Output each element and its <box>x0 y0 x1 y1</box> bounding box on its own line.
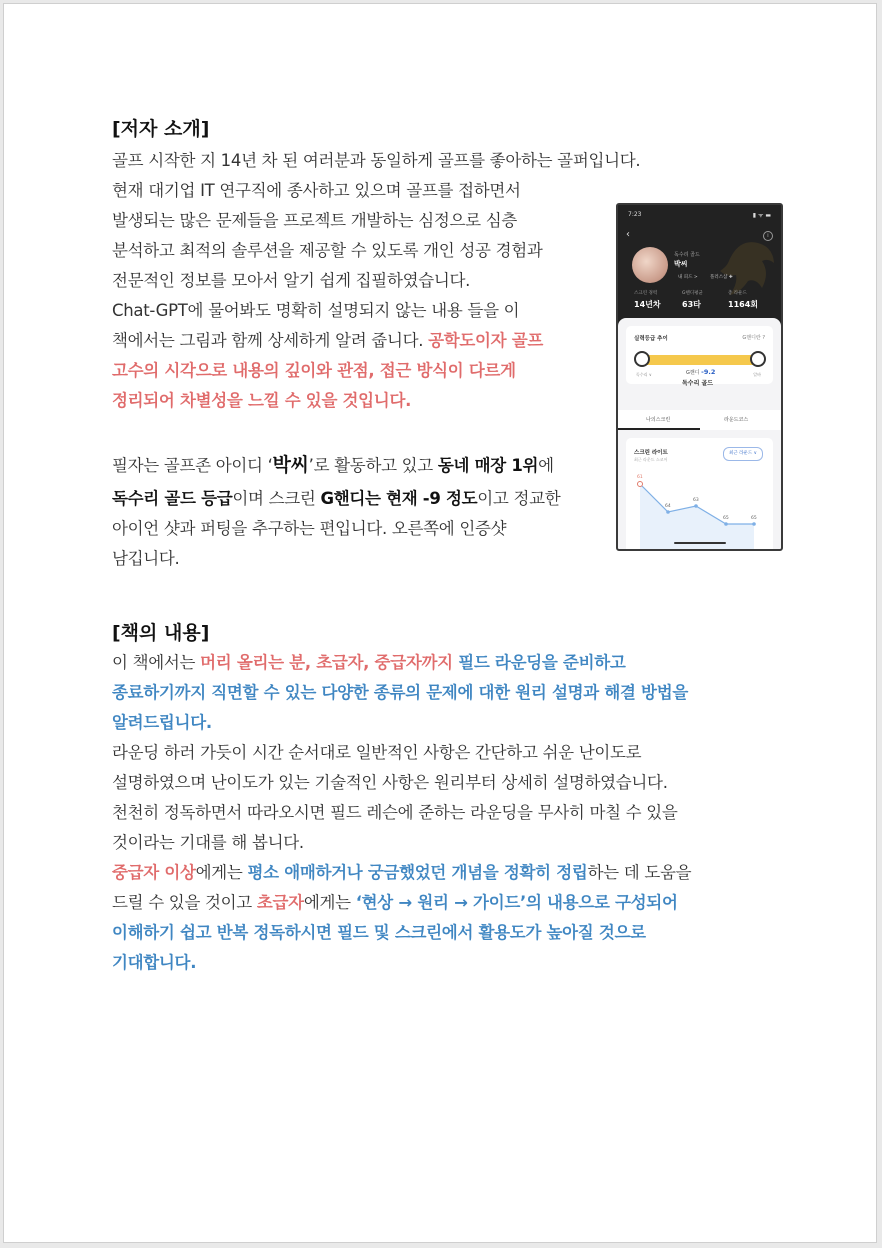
book-line-10: 이해하기 쉽고 반복 정독하시면 필드 및 스크린에서 활용도가 높아질 것으로 <box>112 923 646 942</box>
shop-chip: 플러스샵 ✚ <box>710 275 733 280</box>
grade-trend-card <box>626 326 773 387</box>
chart-point <box>694 504 698 508</box>
tab-round-course[interactable]: 라운드코스 <box>724 417 749 423</box>
author-line-2: 현재 대기업 IT 연구직에 종사하고 있으며 골프를 접하면서 <box>112 181 521 200</box>
highlight-red: 공학도이자 골프 <box>428 331 544 350</box>
home-indicator <box>674 542 726 544</box>
status-time: 7:23 <box>628 211 642 218</box>
document-page <box>3 3 877 1243</box>
author-line-8: 고수의 시각으로 내용의 깊이와 관점, 접근 방식이 다르게 <box>112 361 516 380</box>
tab-indicator <box>618 428 700 430</box>
author-line-7: 책에서는 그림과 함께 상세하게 알려 줍니다. 공학도이자 골프 <box>112 331 544 350</box>
book-heading: [책의 내용] <box>112 622 210 644</box>
book-line-7: 것이라는 기대를 해 봅니다. <box>112 833 304 852</box>
back-arrow-icon: ‹ <box>626 229 630 240</box>
profile-header <box>618 205 781 330</box>
marker-right-label: 알바 <box>753 372 761 377</box>
score-line-chart <box>626 468 773 549</box>
score-card-subtitle: 최근 라운드 스코어 <box>634 457 668 462</box>
book-line-5: 설명하였으며 난이도가 있는 기술적인 사항은 원리부터 상세히 설명하였습니다. <box>112 773 668 792</box>
author-line-9: 정리되어 차별성을 느낄 수 있을 것입니다. <box>112 391 412 410</box>
chart-point <box>666 510 670 514</box>
book-line-1: 이 책에서는 머리 올리는 분, 초급자, 중급자까지 필드 라운딩을 준비하고 <box>112 653 626 672</box>
chart-label: 65 <box>751 516 757 521</box>
ghandi-value: G핸디 -9.2 <box>686 368 716 376</box>
profile-tabs <box>618 410 781 430</box>
grade-progress-bar <box>640 355 758 365</box>
info-icon: i <box>763 231 773 241</box>
book-line-4: 라운딩 하러 가듯이 시간 순서대로 일반적인 사항은 간단하고 쉬운 난이도로 <box>112 743 642 762</box>
author-line-3: 발생되는 많은 문제들을 프로젝트 개발하는 심정으로 심층 <box>112 211 518 230</box>
recent-round-dropdown[interactable]: 최근 라운드 ∨ <box>723 447 763 461</box>
proof-screenshot <box>616 203 783 551</box>
book-line-3: 알려드립니다. <box>112 713 212 732</box>
grade-label: 독수리 골드 <box>674 252 700 258</box>
stat-handicap: G핸디평균 63타 <box>682 291 703 309</box>
card-title: 실력등급 추이 <box>634 336 668 342</box>
marker-left-label: 독수리 ∨ <box>636 372 652 377</box>
book-line-11: 기대합니다. <box>112 953 197 972</box>
grade-end-marker <box>750 351 766 367</box>
author-p2-line-2: 독수리 골드 등급이며 스크린 G핸디는 현재 -9 정도이고 정교한 <box>112 489 561 508</box>
book-line-8: 중급자 이상에게는 평소 애매하거나 궁금했었던 개념을 정확히 정립하는 데 도움을 <box>112 863 692 882</box>
stat-career: 스크린 경력 14년차 <box>634 291 661 309</box>
chart-label: 61 <box>637 475 643 480</box>
grade-name: 독수리 골드 <box>682 380 714 387</box>
ghandi-help-link: G핸디란 ? <box>742 335 765 341</box>
chart-label: 64 <box>665 504 671 509</box>
score-card-title: 스크린 라이트 <box>634 450 668 456</box>
author-p2-line-4: 남깁니다. <box>112 549 180 568</box>
tab-my-screen[interactable]: 나의스크린 <box>646 417 671 423</box>
author-p2-line-3: 아이언 샷과 퍼팅을 추구하는 편입니다. 오른쪽에 인증샷 <box>112 519 507 538</box>
screen-score-card <box>626 438 773 549</box>
author-heading: [저자 소개] <box>112 118 210 140</box>
profile-body <box>618 318 781 549</box>
author-line-5: 전문적인 정보를 모아서 알기 쉽게 집필하였습니다. <box>112 271 471 290</box>
feed-chip: 내 피드 > <box>678 275 698 280</box>
chart-label: 63 <box>693 498 699 503</box>
grade-start-marker <box>634 351 650 367</box>
book-line-2: 종료하기까지 직면할 수 있는 다양한 종류의 문제에 대한 원리 설명과 해결 방법을 <box>112 683 688 702</box>
book-line-6: 천천히 정독하면서 따라오시면 필드 레슨에 준하는 라운딩을 무사히 마칠 수 있을 <box>112 803 678 822</box>
chart-point <box>752 522 756 526</box>
avatar <box>632 247 668 283</box>
book-line-9: 드릴 수 있을 것이고 초급자에게는 ‘현상 → 원리 → 가이드’의 내용으로 구성되어 <box>112 893 678 912</box>
stat-rounds: 총 라운드 1164회 <box>728 291 758 309</box>
author-line-4: 분석하고 최적의 솔루션을 제공할 수 있도록 개인 성공 경험과 <box>112 241 543 260</box>
author-line-1: 골프 시작한 지 14년 차 된 여러분과 동일하게 골프를 좋아하는 골퍼입니다. <box>112 151 641 170</box>
chart-label: 65 <box>723 516 729 521</box>
author-line-6: Chat-GPT에 물어봐도 명확히 설명되지 않는 내용 들을 이 <box>112 301 520 320</box>
status-icons: ▮ ᯤ ▬ <box>752 212 771 219</box>
author-p2-line-1: 필자는 골프존 아이디 ‘박씨’로 활동하고 있고 동네 매장 1위에 <box>112 454 554 476</box>
chart-point <box>724 522 728 526</box>
profile-nickname: 박씨 <box>674 260 688 268</box>
chart-point <box>638 482 643 487</box>
nickname-text: 박씨 <box>272 454 309 476</box>
